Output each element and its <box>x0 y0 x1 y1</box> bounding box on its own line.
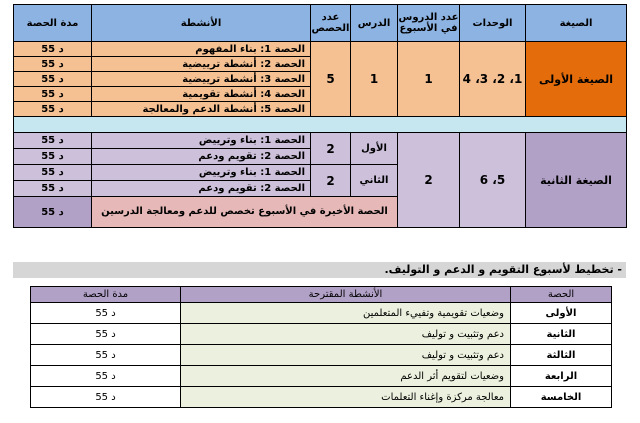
duration-value: 55 د <box>41 151 64 162</box>
duration-value: 55 د <box>95 370 116 382</box>
table-row <box>31 387 612 408</box>
session-duration <box>31 387 181 408</box>
duration-value: 55 د <box>41 135 64 146</box>
formula2-duration <box>14 181 92 197</box>
formula1-duration <box>14 87 92 102</box>
session-duration <box>31 366 181 387</box>
table-row <box>31 366 612 387</box>
formula1-duration <box>14 42 92 57</box>
duration-value: 55 د <box>41 73 64 85</box>
formula2-lesson-first: الأول <box>351 133 398 165</box>
header-lesson: الدرس <box>351 5 398 42</box>
session-name: الرابعة <box>511 366 612 387</box>
header-units: الوحدات <box>460 5 526 42</box>
session-duration <box>31 324 181 345</box>
header-activities: الأنشطة <box>92 5 311 42</box>
formula1-activity: الحصة 1: بناء المفهوم <box>92 42 311 57</box>
session-name: الخامسة <box>511 387 612 408</box>
session-name: الأولى <box>511 303 612 324</box>
formula1-name: الصيغة الأولى <box>526 42 627 117</box>
suggested-activity: وضعيات تقويمية وتفييء المتعلمين <box>181 303 511 324</box>
evaluation-week-table <box>30 286 612 408</box>
formula2-units: 5، 6 <box>460 133 526 228</box>
formula2-activity: الحصة 1: بناء وترييض <box>92 133 311 149</box>
formula2-activity: الحصة 2: تقويم ودعم <box>92 149 311 165</box>
weekly-plan-table <box>13 4 627 228</box>
formula2-lessons-per-week: 2 <box>398 133 460 228</box>
section-heading <box>13 262 626 278</box>
table-row <box>14 133 627 149</box>
formula2-note: الحصة الأخيرة في الأسبوع تخصص للدعم ومعالجة الدرسين <box>92 197 398 228</box>
table-row <box>31 345 612 366</box>
formula1-lesson: 1 <box>351 42 398 117</box>
section-heading-text: - تخطيط لأسبوع التقويم و الدعم و التوليف. <box>384 263 622 276</box>
duration-value: 55 د <box>41 88 64 100</box>
suggested-activity: وضعيات لتقويم أثر الدعم <box>181 366 511 387</box>
formula1-sessions-count: 5 <box>311 42 351 117</box>
duration-value: 55 د <box>41 103 64 115</box>
duration-value: 55 د <box>95 328 116 340</box>
duration-value: 55 د <box>41 58 64 70</box>
duration-value: 55 د <box>41 167 64 178</box>
header-suggested-activities: الأنشطة المقترحة <box>181 287 511 303</box>
formula2-sessions-first: 2 <box>311 133 351 165</box>
duration-value: 55 د <box>95 307 116 319</box>
header-session: الحصة <box>511 287 612 303</box>
header-sessions-count: عدد الحصص <box>311 5 351 42</box>
table-header-row <box>31 287 612 303</box>
formula1-activity: الحصة 3: أنشطة ترييضية <box>92 72 311 87</box>
table-row <box>31 324 612 345</box>
duration-value: 55 د <box>95 349 116 361</box>
header-formula: الصيغة <box>526 5 627 42</box>
table-header-row <box>14 5 627 42</box>
duration-value: 55 د <box>41 183 64 194</box>
formula2-duration <box>14 197 92 228</box>
formula2-activity: الحصة 2: تقويم ودعم <box>92 181 311 197</box>
suggested-activity: معالجة مركزة وإغناء التعلمات <box>181 387 511 408</box>
header-duration: مدة الحصة <box>14 5 92 42</box>
formula1-lessons-per-week: 1 <box>398 42 460 117</box>
suggested-activity: دعم وتثبيت و توليف <box>181 345 511 366</box>
duration-value: 55 د <box>41 206 64 218</box>
formula1-duration <box>14 57 92 72</box>
table-row <box>31 303 612 324</box>
formula2-duration <box>14 149 92 165</box>
formula1-activity: الحصة 2: أنشطة ترييضية <box>92 57 311 72</box>
formula1-units: 1، 2، 3، 4 <box>460 42 526 117</box>
separator-cell <box>14 117 627 133</box>
formula1-duration <box>14 102 92 117</box>
session-name: الثانية <box>511 324 612 345</box>
formula2-activity: الحصة 1: بناء وترييض <box>92 165 311 181</box>
session-duration <box>31 345 181 366</box>
formula1-activity: الحصة 4: أنشطة تقويمية <box>92 87 311 102</box>
formula1-activity: الحصة 5: أنشطة الدعم والمعالجة <box>92 102 311 117</box>
table-row <box>14 42 627 57</box>
session-name: الثالثة <box>511 345 612 366</box>
formula2-duration <box>14 133 92 149</box>
header-duration: مدة الحصة <box>31 287 181 303</box>
formula2-name: الصيغة الثانية <box>526 133 627 228</box>
suggested-activity: دعم وتثبيت و توليف <box>181 324 511 345</box>
formula2-sessions-second: 2 <box>311 165 351 197</box>
header-lessons-per-week: عدد الدروس في الأسبوع <box>398 5 460 42</box>
separator-row <box>14 117 627 133</box>
duration-value: 55 د <box>95 391 116 403</box>
formula1-duration <box>14 72 92 87</box>
formula2-lesson-second: الثاني <box>351 165 398 197</box>
session-duration <box>31 303 181 324</box>
duration-value: 55 د <box>41 43 64 55</box>
formula2-duration <box>14 165 92 181</box>
